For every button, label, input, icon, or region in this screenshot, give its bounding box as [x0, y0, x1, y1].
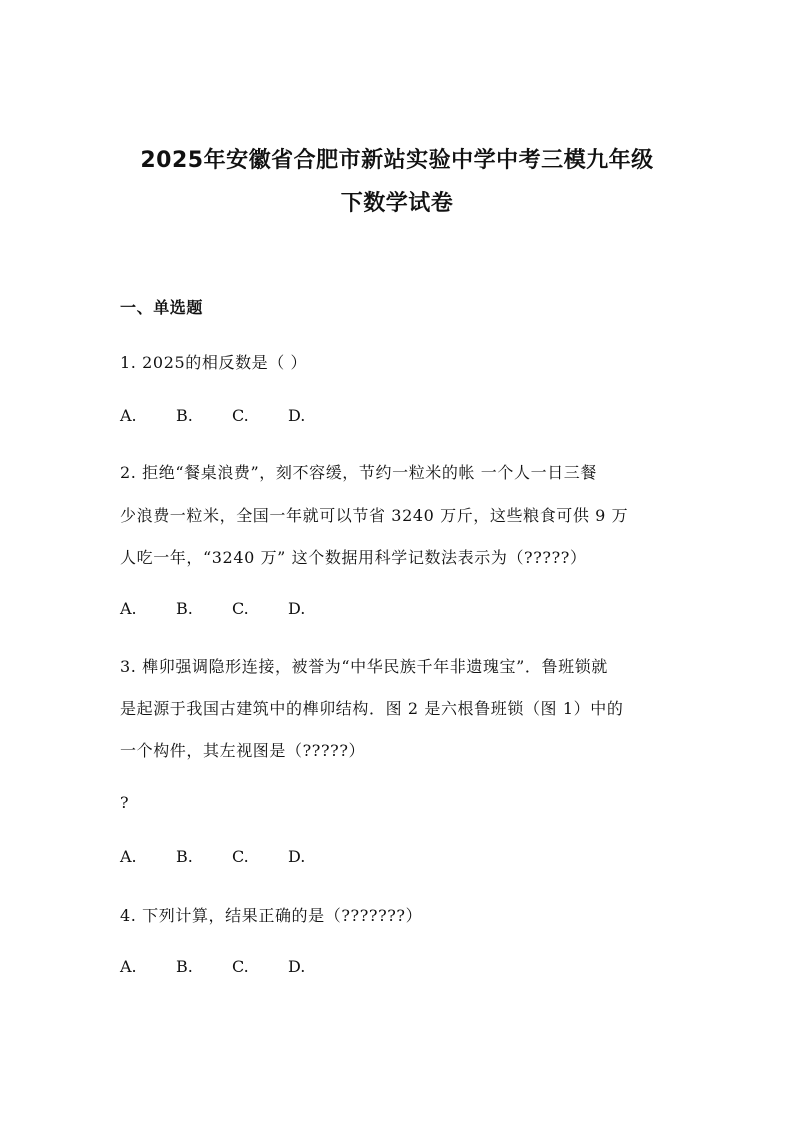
question-1-option-b: B. — [176, 406, 193, 425]
question-3-line-2: 是起源于我国古建筑中的榫卯结构．图 2 是六根鲁班锁（图 1）中的 — [120, 699, 624, 718]
question-4-option-d: D. — [288, 957, 306, 976]
question-2-line-3: 人吃一年，“3240 万” 这个数据用科学记数法表示为（?????） — [120, 548, 587, 567]
question-4-option-b: B. — [176, 957, 193, 976]
question-4-option-a: A. — [120, 957, 137, 976]
question-2-line-1: 2. 拒绝“餐桌浪费”，刻不容缓，节约一粒米的帐 一个人一日三餐 — [120, 463, 597, 482]
question-2-option-a: A. — [120, 599, 137, 618]
question-3-line-3: 一个构件，其左视图是（?????） — [120, 741, 366, 760]
question-3-option-d: D. — [288, 847, 306, 866]
question-4-line-1: 4. 下列计算，结果正确的是（???????） — [120, 906, 423, 925]
question-3-line-1: 3. 榫卯强调隐形连接，被誉为“中华民族千年非遗瑰宝”．鲁班锁就 — [120, 657, 608, 676]
question-1-option-a: A. — [120, 406, 137, 425]
question-2-line-2: 少浪费一粒米，全国一年就可以节省 3240 万斤，这些粮食可供 9 万 — [120, 506, 629, 525]
question-2-option-c: C. — [232, 599, 249, 618]
question-3-option-b: B. — [176, 847, 193, 866]
question-3-figure-placeholder: ? — [120, 793, 130, 812]
exam-title-line-1: 2025年安徽省合肥市新站实验中学中考三模九年级 — [140, 148, 654, 173]
question-1-option-c: C. — [232, 406, 249, 425]
exam-title-line-2: 下数学试卷 — [340, 191, 454, 216]
question-1-options — [120, 406, 344, 425]
section-heading: 一、单选题 — [120, 298, 204, 317]
question-3-options — [120, 847, 344, 866]
question-4-options — [120, 957, 344, 976]
question-3-option-a: A. — [120, 847, 137, 866]
question-3-option-c: C. — [232, 847, 249, 866]
question-2-options — [120, 599, 344, 618]
question-2-option-d: D. — [288, 599, 306, 618]
question-1-option-d: D. — [288, 406, 306, 425]
question-1-line-1: 1. 2025的相反数是（ ） — [120, 353, 308, 372]
question-2-option-b: B. — [176, 599, 193, 618]
question-4-option-c: C. — [232, 957, 249, 976]
